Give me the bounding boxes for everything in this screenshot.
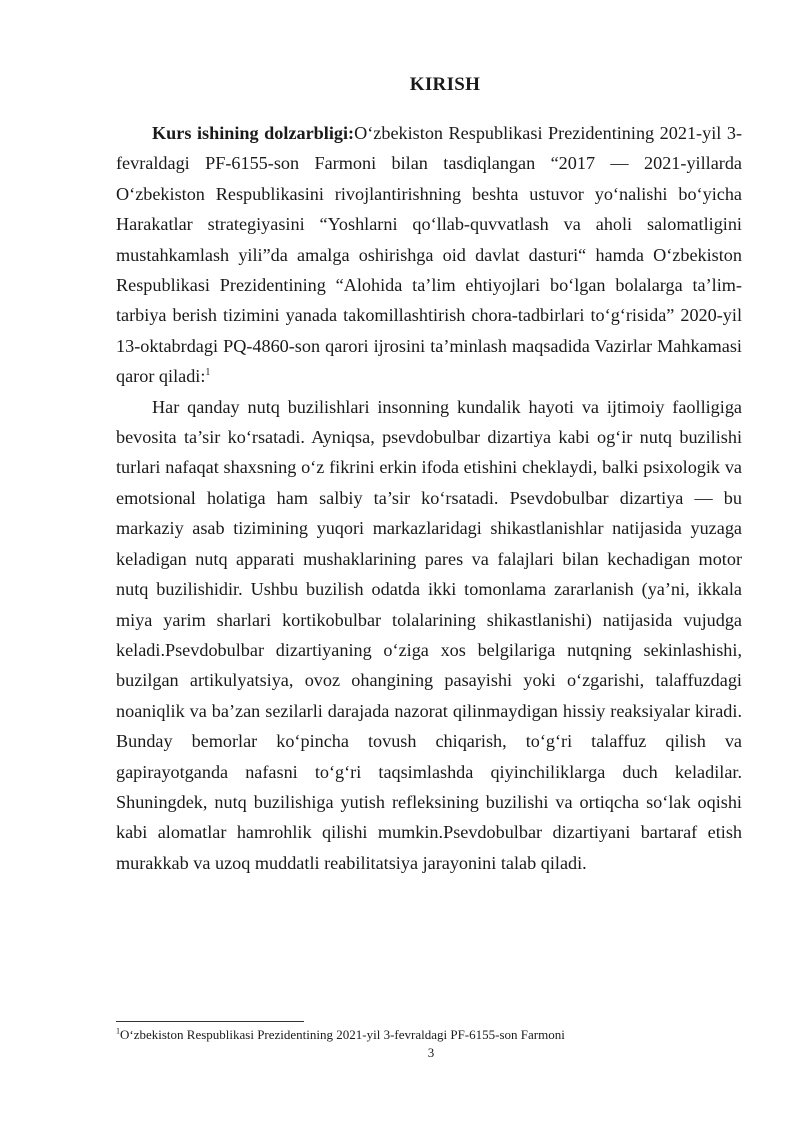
footnote-divider [116,1021,304,1022]
page-number: 3 [427,1045,435,1060]
page-heading: KIRISH [409,74,481,95]
footnote-reference[interactable]: 1 [205,367,211,379]
paragraph-lead: Kurs ishining dolzarbligi: [152,123,355,143]
paragraph-relevance [116,118,742,392]
footnote [116,1027,756,1043]
footnote-marker: 1 [116,1026,120,1036]
footnote-text: O‘zbekiston Respublikasi Prezidentining 2021-yil 3-fevraldagi PF-6155-son Farmoni [120,1027,565,1042]
body-text [116,118,742,878]
paragraph-dysarthria: Har qanday nutq buzilishlari insonning kundalik hayoti va ijtimoiy faolligiga bevosita ta’sir ko‘rsatadi. Ayniqsa, psevdobulbar dizartiya kabi og‘ir nutq buzilishi turlari nafaqat shaxsning o‘z fikrini erkin ifoda etishini cheklaydi, balki psixologik va emotsional holatiga ham salbiy ta’sir ko‘rsatadi. Psevdobulbar dizartiya — bu markaziy asab tizimining yuqori markazlaridagi shikastlanishlar natijasida yuzaga keladigan nutq apparati mushaklarining pares va falajlari bilan kechadigan motor nutq buzilishidir. Ushbu buzilish odatda ikki tomonlama zararlanish (ya’ni, ikkala miya yarim sharlari kortikobulbar tolalarining shikastlanishi) natijasida vujudga keladi.Psevdobulbar dizartiyaning o‘ziga xos belgilariga nutqning sekinlashishi, buzilgan artikulyatsiya, ovoz ohangining pasayishi yoki o‘zgarishi, talaffuzdagi noaniqlik va ba’zan sezilarli darajada nazorat qilinmaydigan hissiy reaksiyalar kiradi. Bunday bemorlar ko‘pincha tovush chiqarish, to‘g‘ri talaffuz qilish va gapirayotganda nafasni to‘g‘ri taqsimlashda qiyinchiliklarga duch keladilar. Shuningdek, nutq buzilishiga yutish refleksining buzilishi va ortiqcha so‘lak oqishi kabi alomatlar hamrohlik qilishi mumkin.Psevdobulbar dizartiyani bartaraf etish murakkab va uzoq muddatli reabilitatsiya jarayonini talab qiladi. [116,396,742,873]
paragraph-text: O‘zbekiston Respublikasi Prezidentining 2021-yil 3-fevraldagi PF-6155-son Farmoni bilan tasdiqlangan “2017 — 2021-yillarda O‘zbekiston Respublikasini rivojlantirishning beshta ustuvor yo‘nalishi bo‘yicha Harakatlar strategiyasini “Yoshlarni qo‘llab-quvvatlash va aholi salomatligini mustahkamlash yili”da amalga oshirishga oid davlat dasturi“ hamda O‘zbekiston Respublikasi Prezidentining “Alohida ta’lim ehtiyojlari bo‘lgan bolalarga ta’lim-tarbiya berish tizimini yanada takomillashtirish chora-tadbirlari to‘g‘risida” 2020-yil 13-oktabrdagi PQ-4860-son qarori ijrosini ta’minlash maqsadida Vazirlar Mahkamasi qaror qiladi: [116,123,742,387]
